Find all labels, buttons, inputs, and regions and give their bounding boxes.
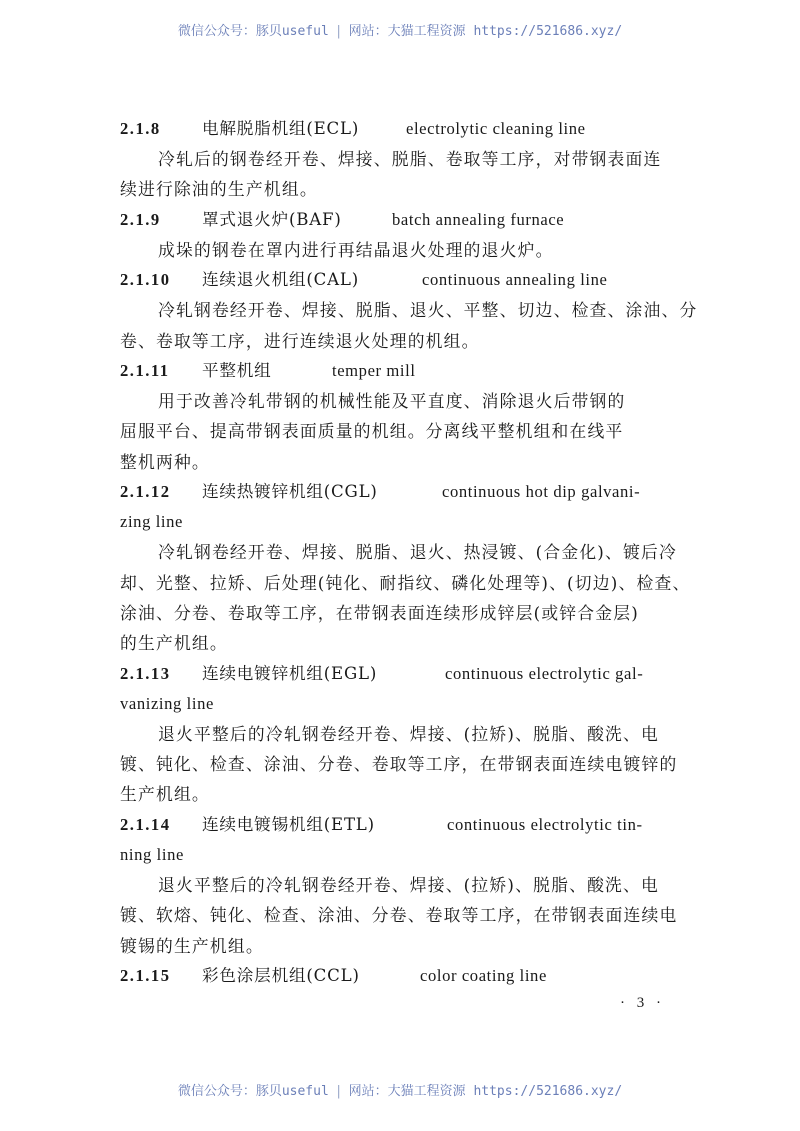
term-heading-2-1-15	[120, 961, 680, 991]
term-heading-2-1-12	[120, 477, 680, 507]
term-description	[120, 719, 680, 810]
watermark-left-text: 微信公众号：豚贝useful	[177, 1084, 329, 1099]
watermark-left-text: 微信公众号：豚贝useful	[177, 24, 329, 39]
term-chinese-name: 电解脱脂机组(ECL)	[202, 119, 360, 138]
description-line: 续进行除油的生产机组。	[120, 179, 318, 200]
description-line: 退火平整后的冷轧钢卷经开卷、焊接、(拉矫)、脱脂、酸洗、电	[158, 874, 659, 895]
description-line: 冷轧钢卷经开卷、焊接、脱脂、退火、热浸镀、(合金化)、镀后冷	[158, 542, 677, 563]
term-english-name-continued: zing line	[120, 512, 183, 532]
term-english-name-continued: ning line	[120, 844, 184, 864]
term-number: 2.1.8	[120, 119, 161, 138]
term-chinese-name: 彩色涂层机组(CCL)	[202, 966, 360, 986]
term-english-name-continued: vanizing line	[120, 693, 214, 713]
term-heading-2-1-9	[120, 205, 680, 235]
term-heading-2-1-8	[120, 114, 680, 144]
term-description	[120, 386, 680, 477]
description-line: 屈服平台、提高带钢表面质量的机组。分离线平整机组和在线平	[120, 421, 624, 442]
term-description	[120, 235, 680, 265]
term-chinese-name: 连续热镀锌机组(CGL)	[202, 482, 378, 502]
term-number: 2.1.13	[120, 663, 171, 683]
term-heading-2-1-11	[120, 356, 680, 386]
term-chinese-name: 罩式退火炉(BAF)	[202, 209, 342, 229]
term-number: 2.1.12	[120, 482, 171, 502]
watermark-bottom	[0, 1080, 800, 1099]
watermark-right-text: 网站：大猫工程资源 https://521686.xyz/	[348, 24, 623, 39]
description-line: 却、光整、拉矫、后处理(钝化、耐指纹、磷化处理等)、(切边)、检查、	[120, 572, 691, 593]
description-line: 生产机组。	[120, 784, 210, 805]
term-chinese-name: 连续退火机组(CAL)	[202, 270, 360, 290]
term-description	[120, 295, 698, 356]
document-body	[120, 114, 698, 991]
term-description	[120, 537, 691, 659]
description-line: 涂油、分卷、卷取等工序，在带钢表面连续形成锌层(或锌合金层)	[120, 602, 639, 623]
description-line: 镀锡的生产机组。	[120, 935, 264, 956]
term-number: 2.1.14	[120, 814, 171, 834]
term-heading-2-1-10	[120, 265, 680, 295]
term-english-name: continuous electrolytic gal-	[445, 663, 644, 683]
description-line: 卷、卷取等工序，进行连续退火处理的机组。	[120, 330, 480, 351]
term-description	[120, 144, 680, 205]
term-chinese-name: 连续电镀锌机组(EGL)	[202, 663, 378, 683]
term-english-name: temper mill	[332, 360, 416, 380]
term-english-name: continuous hot dip galvani-	[442, 482, 641, 502]
watermark-separator: |	[334, 24, 343, 39]
watermark-top	[0, 20, 800, 39]
description-line: 成垛的钢卷在罩内进行再结晶退火处理的退火炉。	[158, 239, 554, 260]
watermark-right-text: 网站：大猫工程资源 https://521686.xyz/	[348, 1084, 623, 1099]
term-number: 2.1.10	[120, 270, 171, 290]
term-chinese-name: 连续电镀锡机组(ETL)	[202, 814, 375, 834]
term-heading-2-1-14	[120, 810, 680, 840]
description-line: 冷轧钢卷经开卷、焊接、脱脂、退火、平整、切边、检查、涂油、分	[158, 300, 698, 321]
term-english-name: electrolytic cleaning line	[406, 119, 586, 138]
description-line: 镀、钝化、检查、涂油、分卷、卷取等工序，在带钢表面连续电镀锌的	[120, 754, 678, 775]
term-description	[120, 870, 680, 961]
term-english-name: continuous electrolytic tin-	[447, 814, 643, 834]
description-line: 整机两种。	[120, 451, 210, 472]
description-line: 冷轧后的钢卷经开卷、焊接、脱脂、卷取等工序，对带钢表面连	[158, 149, 662, 169]
description-line: 用于改善冷轧带钢的机械性能及平直度、消除退火后带钢的	[158, 390, 626, 411]
term-chinese-name: 平整机组	[202, 360, 272, 380]
term-english-name: continuous annealing line	[422, 270, 608, 290]
watermark-separator: |	[334, 1084, 343, 1099]
description-line: 的生产机组。	[120, 633, 228, 654]
term-english-name: color coating line	[420, 966, 547, 986]
term-number: 2.1.11	[120, 360, 170, 380]
term-number: 2.1.15	[120, 966, 171, 986]
term-english-name: batch annealing furnace	[392, 209, 565, 229]
description-line: 退火平整后的冷轧钢卷经开卷、焊接、(拉矫)、脱脂、酸洗、电	[158, 723, 659, 744]
term-number: 2.1.9	[120, 209, 161, 229]
description-line: 镀、软熔、钝化、检查、涂油、分卷、卷取等工序，在带钢表面连续电	[120, 905, 678, 926]
page-number: · 3 ·	[620, 995, 665, 1011]
term-heading-2-1-13	[120, 659, 680, 689]
